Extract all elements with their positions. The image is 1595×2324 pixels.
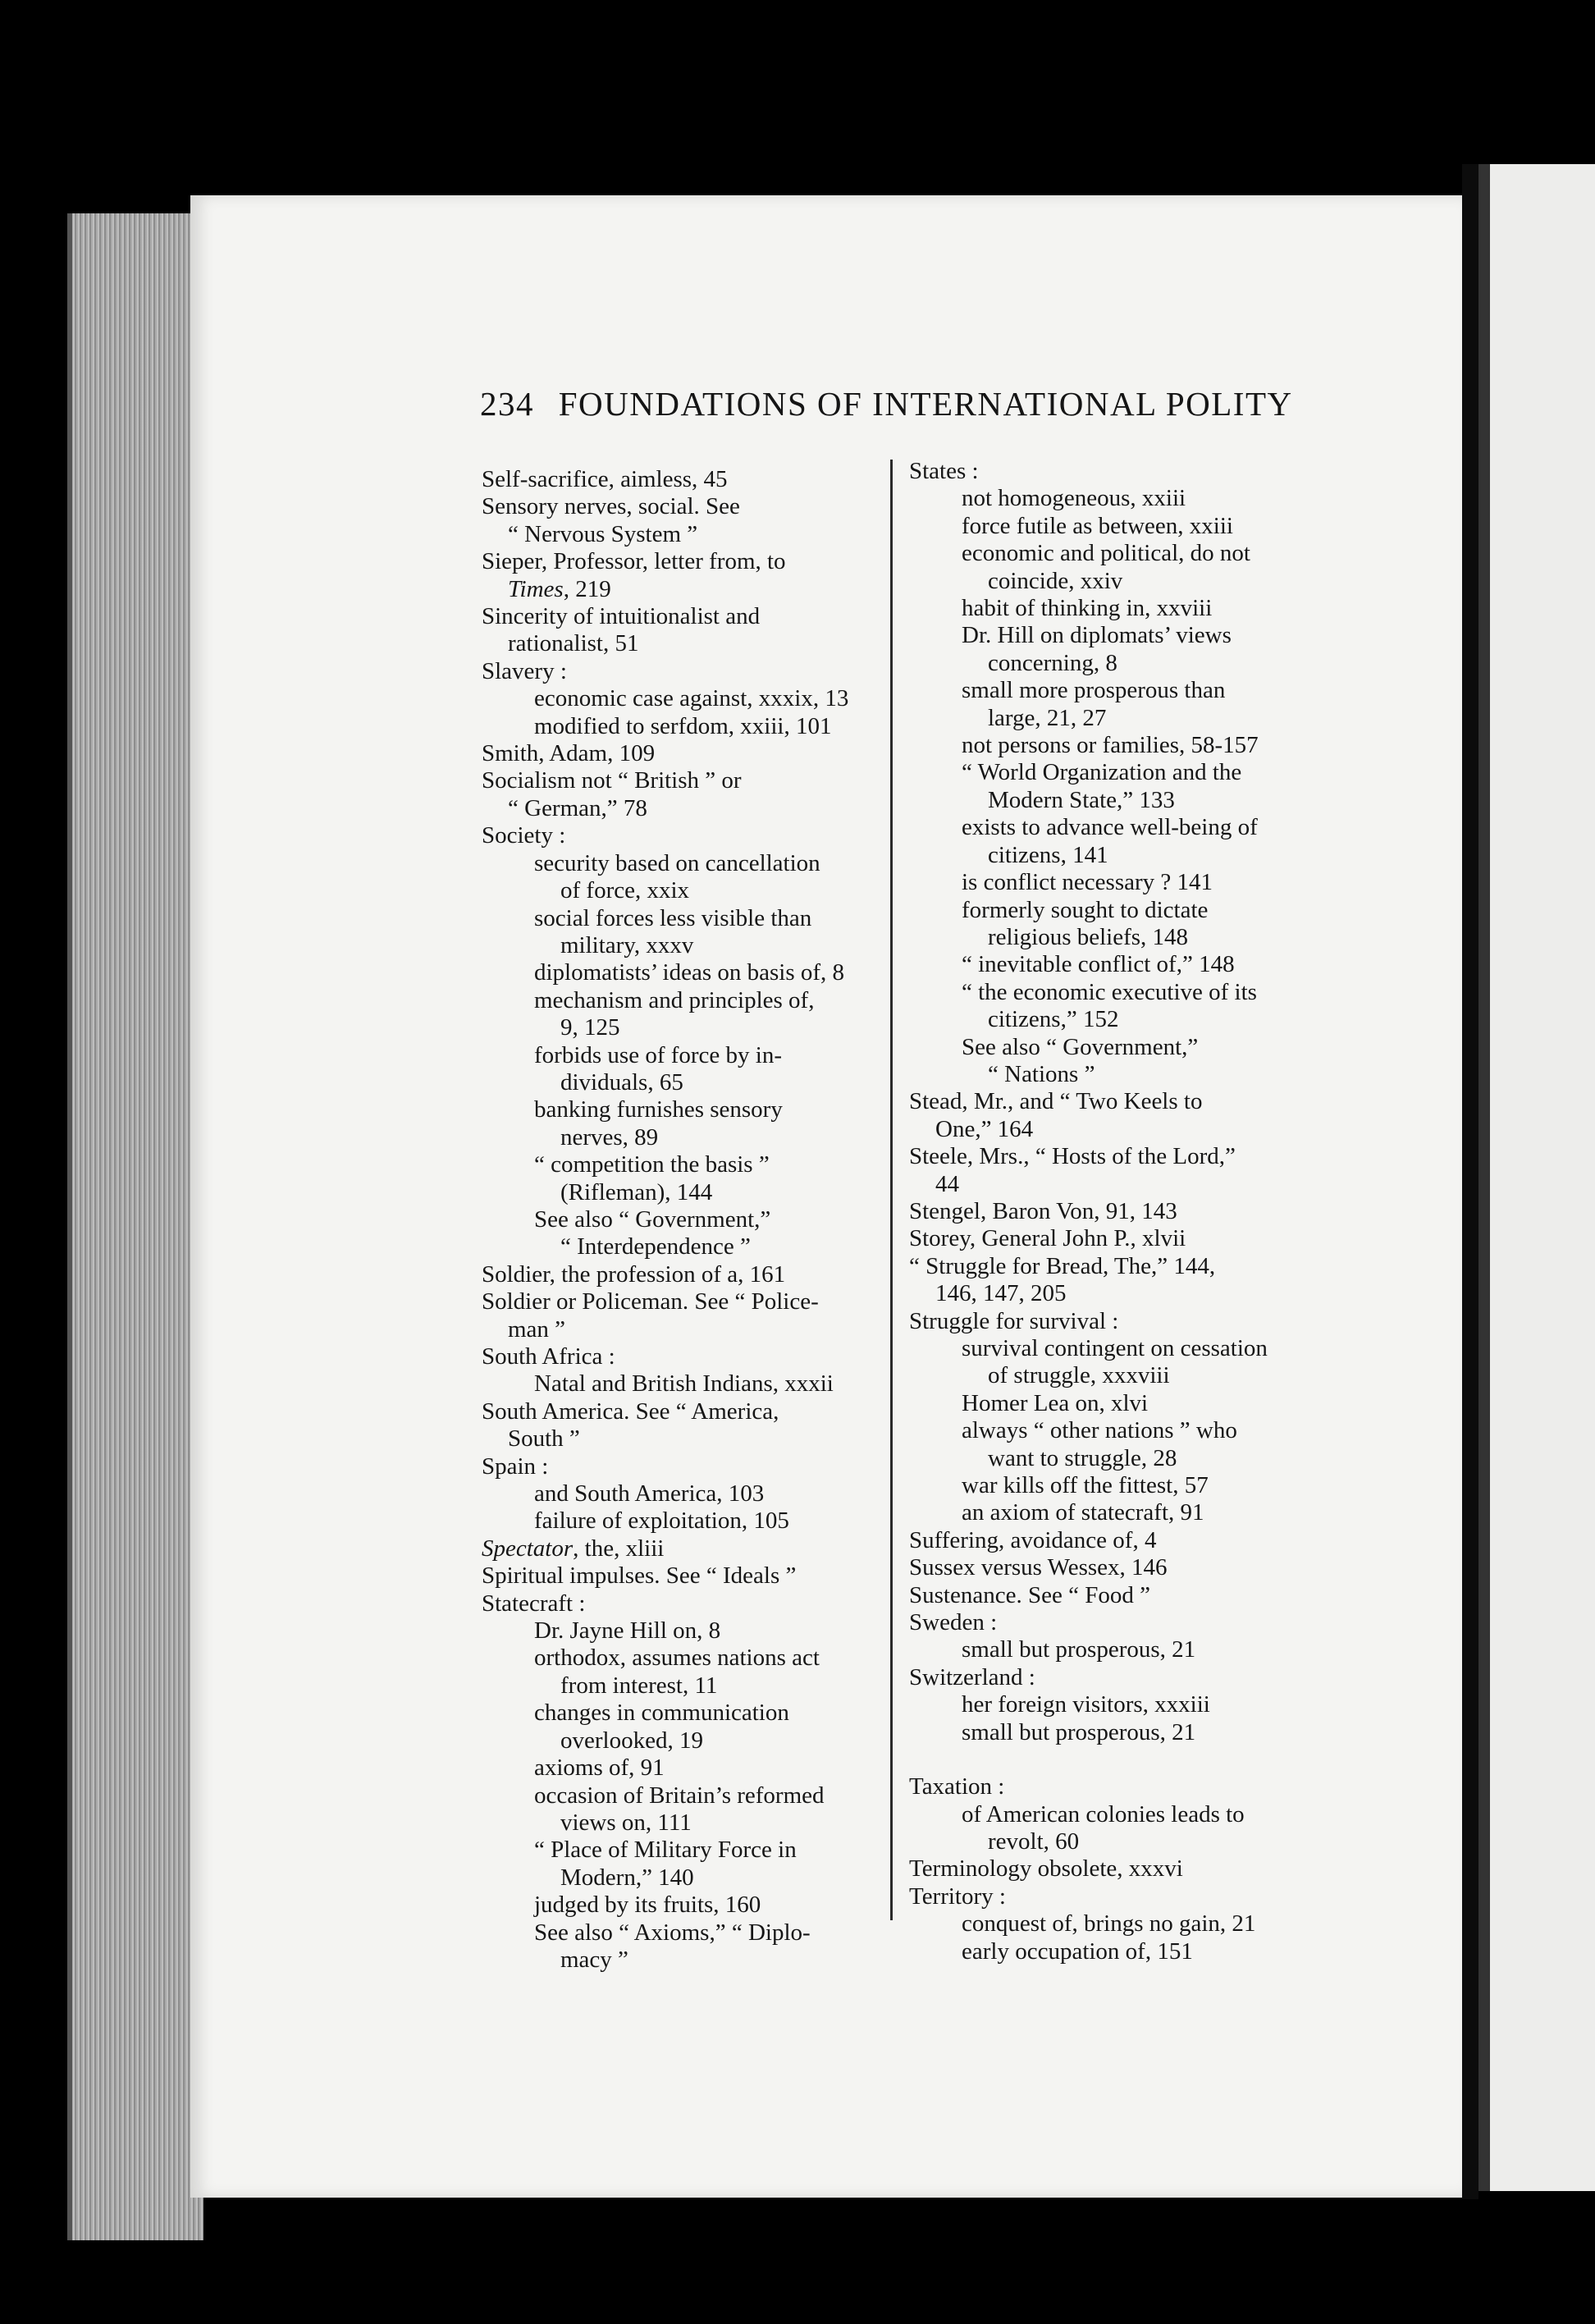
index-entry-line: Spain :	[482, 1452, 549, 1480]
index-entry-line: “ Struggle for Bread, The,” 144,	[909, 1252, 1216, 1279]
book-gutter	[1462, 164, 1478, 2199]
index-entry-line: modified to serfdom, xxiii, 101	[534, 712, 832, 739]
index-entry-line: not persons or families, 58-157	[962, 732, 1259, 759]
index-entry-line: judged by its fruits, 160	[534, 1892, 761, 1919]
index-entry-line: economic case against, xxxix, 13	[534, 685, 849, 712]
index-entry-line: want to struggle, 28	[988, 1444, 1177, 1471]
index-entry-line: man ”	[508, 1315, 566, 1343]
index-entry-line: military, xxxv	[560, 931, 694, 958]
index-entry-line: “ competition the basis ”	[534, 1151, 770, 1178]
index-entry-line: diplomatists’ ideas on basis of, 8	[534, 959, 845, 986]
page-number: 234	[480, 385, 534, 423]
index-entry-line: citizens,” 152	[988, 1006, 1119, 1033]
running-title: FOUNDATIONS OF INTERNATIONAL POLITY	[558, 385, 1293, 423]
index-entry-line: Times, 219	[508, 575, 611, 602]
index-entry-line: failure of exploitation, 105	[534, 1507, 789, 1535]
index-entry-line: not homogeneous, xxiii	[962, 485, 1186, 512]
index-entry-line: Switzerland :	[909, 1663, 1035, 1690]
index-entry-line: 9, 125	[560, 1014, 620, 1041]
index-entry-line: Struggle for survival :	[909, 1307, 1119, 1334]
index-entry-line: is conflict necessary ? 141	[962, 869, 1213, 896]
index-entry-line: Stengel, Baron Von, 91, 143	[909, 1197, 1177, 1224]
index-entry-line: concerning, 8	[988, 649, 1117, 676]
index-entry-line: Natal and British Indians, xxxii	[534, 1370, 834, 1398]
index-entry-line: Socialism not “ British ” or	[482, 767, 742, 794]
index-gap	[909, 1746, 1337, 1773]
index-entry-line: security based on cancellation	[534, 849, 820, 876]
index-entry-line: “ the economic executive of its	[962, 978, 1257, 1005]
index-entry-line: Homer Lea on, xlvi	[962, 1389, 1149, 1416]
index-entry-line: Soldier, the profession of a, 161	[482, 1260, 786, 1288]
index-entry-line: 44	[935, 1170, 959, 1197]
index-entry-line: “ World Organization and the	[962, 759, 1242, 786]
index-entry-line: Storey, General John P., xlvii	[909, 1225, 1186, 1252]
index-entry-line: small more prosperous than	[962, 677, 1226, 704]
index-entry-line: Self-sacrifice, aimless, 45	[482, 466, 728, 492]
index-entry-line: Society :	[482, 822, 566, 849]
index-entry-line: revolt, 60	[988, 1828, 1080, 1855]
running-header	[480, 384, 1300, 433]
index-column-left	[482, 466, 908, 1974]
italic-title: Spectator	[482, 1535, 574, 1562]
index-entry-line: Territory :	[909, 1883, 1006, 1910]
index-entry-line: axioms of, 91	[534, 1754, 665, 1782]
index-entry-line: mechanism and principles of,	[534, 986, 815, 1013]
index-column-right	[909, 458, 1337, 1965]
index-entry-line: small but prosperous, 21	[962, 1718, 1196, 1745]
index-entry-line: occasion of Britain’s reformed	[534, 1782, 825, 1809]
index-entry-line: “ inevitable conflict of,” 148	[962, 951, 1235, 978]
index-entry-line: (Rifleman), 144	[560, 1178, 713, 1205]
index-entry-line: an axiom of statecraft, 91	[962, 1499, 1204, 1526]
index-entry-line: Sieper, Professor, letter from, to	[482, 548, 786, 575]
index-entry-line: Sweden :	[909, 1609, 998, 1636]
index-entry-line: Dr. Jayne Hill on, 8	[534, 1617, 721, 1645]
index-entry-line: nerves, 89	[560, 1123, 659, 1151]
book-fore-edge	[67, 213, 203, 2240]
index-entry-line: See also “ Government,”	[534, 1205, 771, 1233]
index-entry-line: social forces less visible than	[534, 904, 812, 931]
index-entry-line: South Africa :	[482, 1343, 615, 1370]
index-entry-line: See also “ Government,”	[962, 1033, 1199, 1060]
index-entry-line: large, 21, 27	[988, 704, 1107, 731]
index-entry-line: banking furnishes sensory	[534, 1096, 783, 1123]
index-entry-line: Terminology obsolete, xxxvi	[909, 1855, 1183, 1883]
index-entry-line: Spectator, the, xliii	[482, 1535, 665, 1562]
index-entry-line: of force, xxix	[560, 877, 690, 904]
index-entry-line: habit of thinking in, xxviii	[962, 595, 1213, 622]
index-entry-line: “ Nations ”	[988, 1060, 1095, 1087]
index-entry-line: 146, 147, 205	[935, 1280, 1067, 1307]
index-entry-line: Spiritual impulses. See “ Ideals ”	[482, 1562, 797, 1590]
column-divider	[890, 460, 893, 1920]
index-entry-line: Sincerity of intuitionalist and	[482, 603, 761, 630]
index-entry-line: rationalist, 51	[508, 630, 639, 657]
index-entry-line: South America. See “ America,	[482, 1398, 779, 1425]
index-entry-line: her foreign visitors, xxxiii	[962, 1691, 1210, 1718]
index-entry-line: of struggle, xxxviii	[988, 1362, 1170, 1389]
index-entry-line: Dr. Hill on diplomats’ views	[962, 622, 1232, 649]
index-entry-line: Statecraft :	[482, 1590, 586, 1617]
index-entry-line: Stead, Mr., and “ Two Keels to	[909, 1088, 1203, 1115]
index-entry-line: See also “ Axioms,” “ Diplo-	[534, 1919, 811, 1946]
index-entry-line: Soldier or Policeman. See “ Police-	[482, 1288, 819, 1315]
facing-page	[1478, 164, 1595, 2191]
index-entry-line: Suffering, avoidance of, 4	[909, 1526, 1157, 1553]
italic-title: Times	[508, 575, 564, 602]
index-entry-line: Slavery :	[482, 657, 567, 684]
index-entry-line: force futile as between, xxiii	[962, 512, 1233, 539]
index-entry-line: early occupation of, 151	[962, 1937, 1193, 1965]
index-entry-line: Steele, Mrs., “ Hosts of the Lord,”	[909, 1143, 1236, 1170]
index-entry-line: survival contingent on cessation	[962, 1335, 1268, 1361]
index-entry-line: Smith, Adam, 109	[482, 740, 656, 767]
index-entry-line: war kills off the fittest, 57	[962, 1472, 1209, 1499]
index-entry-line: coincide, xxiv	[988, 567, 1123, 594]
index-entry-line: from interest, 11	[560, 1672, 718, 1699]
index-entry-line: South ”	[508, 1425, 580, 1452]
index-entry-line: economic and political, do not	[962, 540, 1250, 567]
index-entry-line: Taxation :	[909, 1773, 1005, 1800]
index-entry-line: views on, 111	[560, 1809, 692, 1836]
index-entry-line: “ Place of Military Force in	[534, 1837, 797, 1864]
index-entry-line: religious beliefs, 148	[988, 923, 1189, 950]
index-entry-line: forbids use of force by in-	[534, 1041, 782, 1068]
index-entry-line: Modern,” 140	[560, 1864, 694, 1891]
index-entry-line: Sensory nerves, social. See	[482, 493, 740, 520]
index-entry-line: orthodox, assumes nations act	[534, 1645, 820, 1672]
index-entry-line: changes in communication	[534, 1700, 789, 1727]
index-entry-line: small but prosperous, 21	[962, 1636, 1196, 1663]
index-entry-line: “ Interdependence ”	[560, 1233, 751, 1260]
index-entry-line: One,” 164	[935, 1115, 1034, 1142]
index-entry-line: Sustenance. See “ Food ”	[909, 1581, 1150, 1608]
index-entry-line: exists to advance well-being of	[962, 814, 1258, 841]
index-entry-line: formerly sought to dictate	[962, 896, 1209, 923]
index-entry-line: “ German,” 78	[508, 794, 647, 821]
index-entry-line: and South America, 103	[534, 1480, 765, 1507]
index-entry-line: Sussex versus Wessex, 146	[909, 1554, 1168, 1581]
index-entry-line: Modern State,” 133	[988, 786, 1175, 813]
index-entry-line: States :	[909, 458, 979, 484]
index-entry-line: of American colonies leads to	[962, 1800, 1245, 1828]
index-entry-line: conquest of, brings no gain, 21	[962, 1910, 1256, 1937]
index-entry-line: dividuals, 65	[560, 1068, 683, 1096]
index-entry-line: “ Nervous System ”	[508, 520, 698, 547]
index-entry-line: always “ other nations ” who	[962, 1417, 1237, 1444]
index-entry-line: macy ”	[560, 1946, 628, 1973]
index-entry-line: overlooked, 19	[560, 1727, 703, 1754]
index-entry-line: citizens, 141	[988, 841, 1108, 868]
